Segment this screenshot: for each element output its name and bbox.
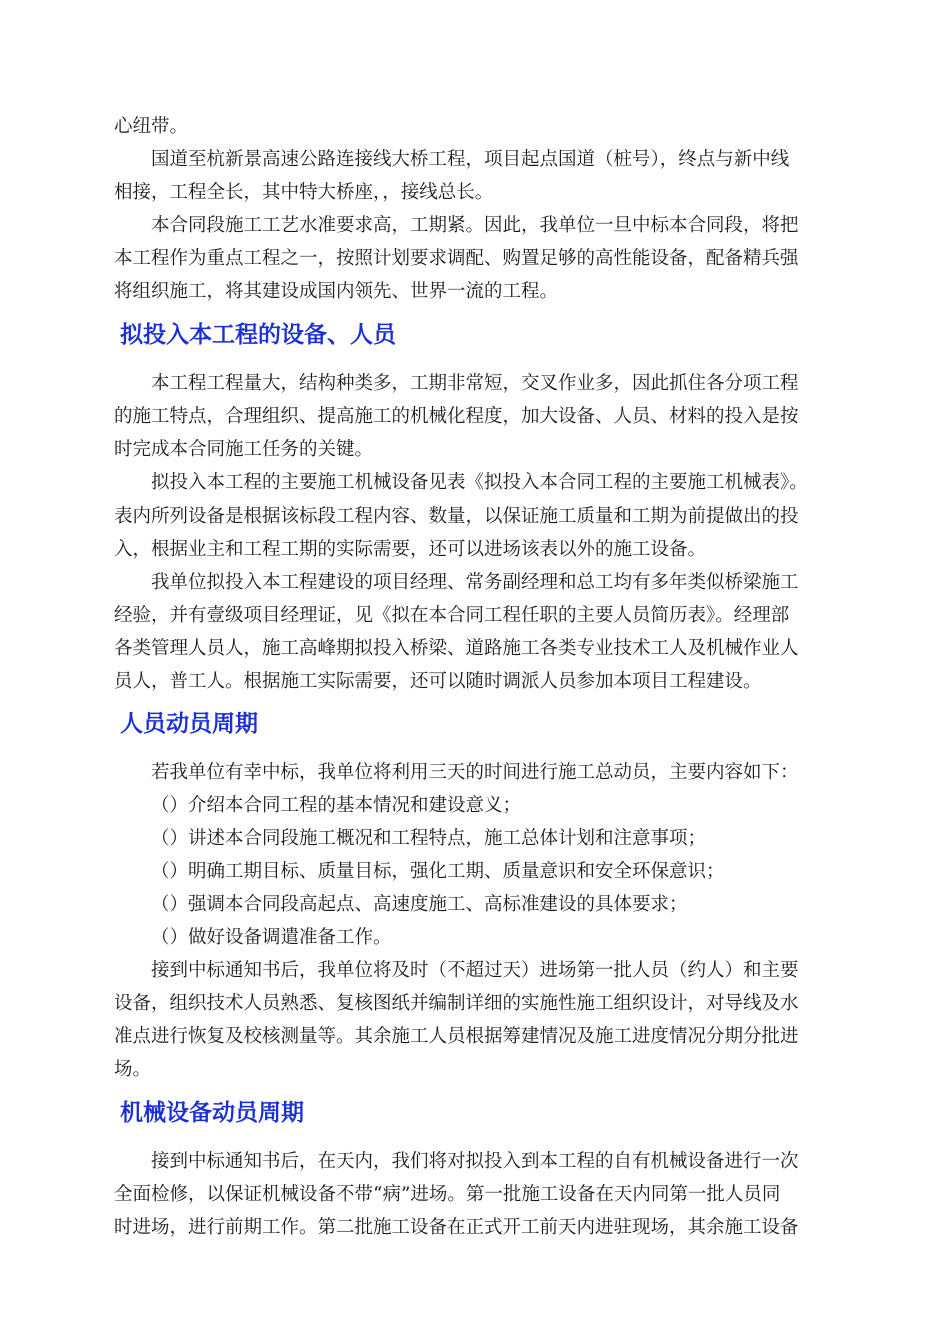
- text-line: 拟投入本工程的主要施工机械设备见表《拟投入本合同工程的主要施工机械表》。: [151, 472, 808, 493]
- text-line: 相接，工程全长，其中特大桥座，，接线总长。: [114, 182, 494, 203]
- list-item: （）讲述本合同段施工概况和工程特点，施工总体计划和注意事项；: [151, 828, 707, 849]
- text-line: 时进场，进行前期工作。第二批施工设备在正式开工前天内进驻现场，其余施工设备: [114, 1217, 799, 1238]
- text-line: 我单位拟投入本工程建设的项目经理、常务副经理和总工均有多年类似桥梁施工: [151, 572, 799, 593]
- text-line: 本合同段施工工艺水准要求高，工期紧。因此，我单位一旦中标本合同段，将把: [151, 215, 799, 236]
- text-line: 场。: [114, 1059, 152, 1080]
- text-line: 准点进行恢复及校核测量等。其余施工人员根据筹建情况及施工进度情况分期分批进: [114, 1026, 799, 1047]
- section-heading: 拟投入本工程的设备、人员: [120, 322, 396, 348]
- text-line: 将组织施工，将其建设成国内领先、世界一流的工程。: [114, 281, 559, 302]
- section-heading: 人员动员周期: [120, 711, 258, 737]
- text-line: 若我单位有幸中标，我单位将利用三天的时间进行施工总动员，主要内容如下：: [151, 762, 799, 783]
- text-line: 的施工特点，合理组织、提高施工的机械化程度，加大设备、人员、材料的投入是按: [114, 406, 799, 427]
- text-line: 本工程工程量大，结构种类多，工期非常短，交叉作业多，因此抓住各分项工程: [151, 373, 799, 394]
- list-item: （）做好设备调遣准备工作。: [151, 927, 392, 948]
- list-item: （）明确工期目标、质量目标，强化工期、质量意识和安全环保意识；: [151, 861, 725, 882]
- text-line: 本工程作为重点工程之一，按照计划要求调配、购置足够的高性能设备，配备精兵强: [114, 248, 799, 269]
- text-line: 时完成本合同施工任务的关键。: [114, 439, 374, 460]
- text-line: 经验，并有壹级项目经理证，见《拟在本合同工程任职的主要人员简历表》。经理部: [114, 605, 790, 626]
- text-line: 各类管理人员人，施工高峰期拟投入桥梁、道路施工各类专业技术工人及机械作业人: [114, 638, 799, 659]
- text-line: 接到中标通知书后，在天内，我们将对拟投入到本工程的自有机械设备进行一次: [151, 1151, 799, 1172]
- section-heading: 机械设备动员周期: [120, 1100, 304, 1126]
- text-line: 入，根据业主和工程工期的实际需要，还可以进场该表以外的施工设备。: [114, 539, 707, 560]
- text-line: 设备，组织技术人员熟悉、复核图纸并编制详细的实施性施工组织设计，对导线及水: [114, 993, 799, 1014]
- text-line: 全面检修，以保证机械设备不带“病”进场。第一批施工设备在天内同第一批人员同: [114, 1184, 781, 1205]
- list-item: （）介绍本合同工程的基本情况和建设意义；: [151, 795, 522, 816]
- text-line: 员人，普工人。根据施工实际需要，还可以随时调派人员参加本项目工程建设。: [114, 671, 762, 692]
- text-line: 接到中标通知书后，我单位将及时（不超过天）进场第一批人员（约人）和主要: [151, 960, 799, 981]
- text-line: 心纽带。: [114, 116, 189, 137]
- text-line: 国道至杭新景高速公路连接线大桥工程，项目起点国道（桩号），终点与新中线: [151, 149, 790, 170]
- text-line: 表内所列设备是根据该标段工程内容、数量，以保证施工质量和工期为前提做出的投: [114, 506, 799, 527]
- list-item: （）强调本合同段高起点、高速度施工、高标准建设的具体要求；: [151, 894, 688, 915]
